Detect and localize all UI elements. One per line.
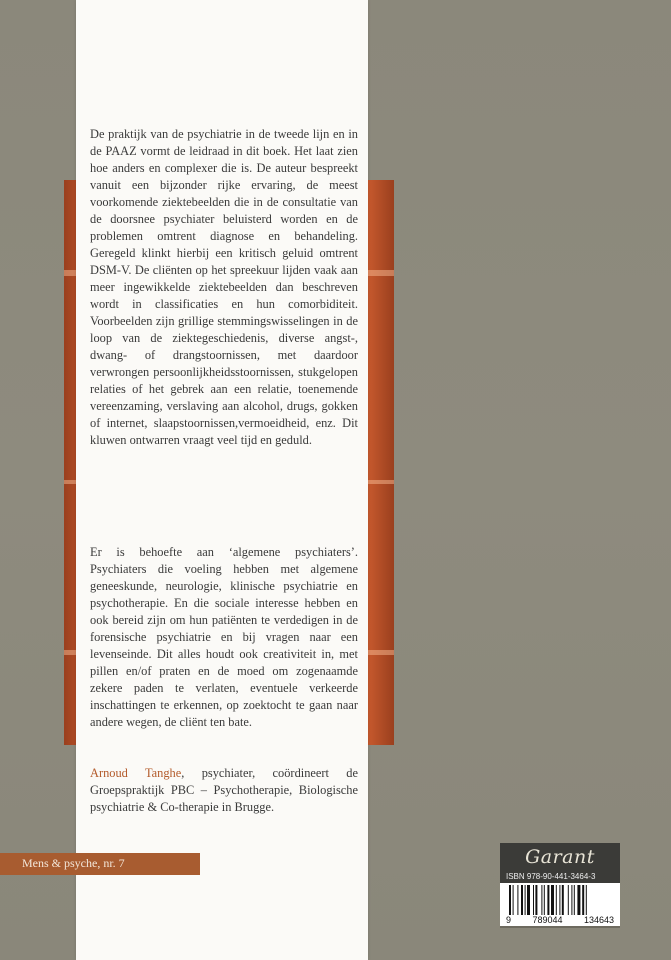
series-label: Mens & psyche, nr. 7 — [22, 856, 125, 870]
description-paragraph-2: Er is behoefte aan ‘algemene psychiaters’. Psychiaters die voeling hebben met algemene geneeskunde, neurologie, klinische psychiatrie en psychotherapie. En die sociale interesse hebben en ook bereid zijn om hun patiënten te verdedigen in de forensische psychiatrie en bij vragen naar een levenseinde. Dit alles houdt ook creativiteit in, met pillen en/of praten en de moed om zogenaamde zekere paden te verlaten, eventuele verkeerde inschattingen te erkennen, op zoektocht te gaan naar andere wegen, de cliënt ten bate. — [90, 545, 358, 729]
barcode-digit-left: 789044 — [532, 915, 563, 925]
barcode-digits — [500, 915, 620, 925]
barcode-bars-icon — [509, 885, 611, 915]
publisher-logo: Garant — [525, 846, 595, 868]
isbn-number: ISBN 978-90-441-3464-3 — [506, 872, 596, 881]
author-bio — [90, 765, 358, 816]
barcode-digit-prefix: 9 — [506, 915, 512, 925]
description-paragraph-1: De praktijk van de psychiatrie in de tweede lijn en in de PAAZ vormt de leidraad in dit boek. Het laat zien hoe anders en complexer die is. De auteur bespreekt vanuit een bijzonder rijke ervaring, de meest voorkomende ziektebeelden die in de consultatie van de doorsnee psychiater beluisterd worden en de problemen omtrent diagnose en behandeling. Geregeld klinkt hierbij een kritisch geluid omtrent DSM-V. De cliënten op het spreekuur lijden vaak aan meer ingewikkelde ziektebeelden dan beschreven wordt in classificaties en hun comorbiditeit. Voorbeelden zijn grillige stemmingswisselingen in de loop van de ziektegeschiedenis, diverse angst-, dwang- of drangstoornissen, met daardoor verwrongen persoonlijkheidsstoornissen, stukgelopen relaties of het gebrek aan een relatie, toenemende vereenzaming, verslaving aan alcohol, drugs, gokken of internet, slaapstoornissen,vermoeidheid, enz. Dit kluwen ontwarren vraagt veel tijd en geduld. — [90, 127, 358, 447]
isbn-strip — [500, 871, 620, 883]
cover-edge-line — [500, 926, 620, 928]
barcode-digit-right: 134643 — [583, 915, 614, 925]
author-bio-text: , psychiater, coördineert de Groepspraktijk PBC – Psychotherapie, Biologische psychiatrie & Co-therapie in Brugge. — [90, 766, 358, 814]
publisher-logo-box — [500, 843, 620, 871]
barcode — [500, 871, 620, 926]
author-name: Arnoud Tanghe — [90, 766, 182, 780]
